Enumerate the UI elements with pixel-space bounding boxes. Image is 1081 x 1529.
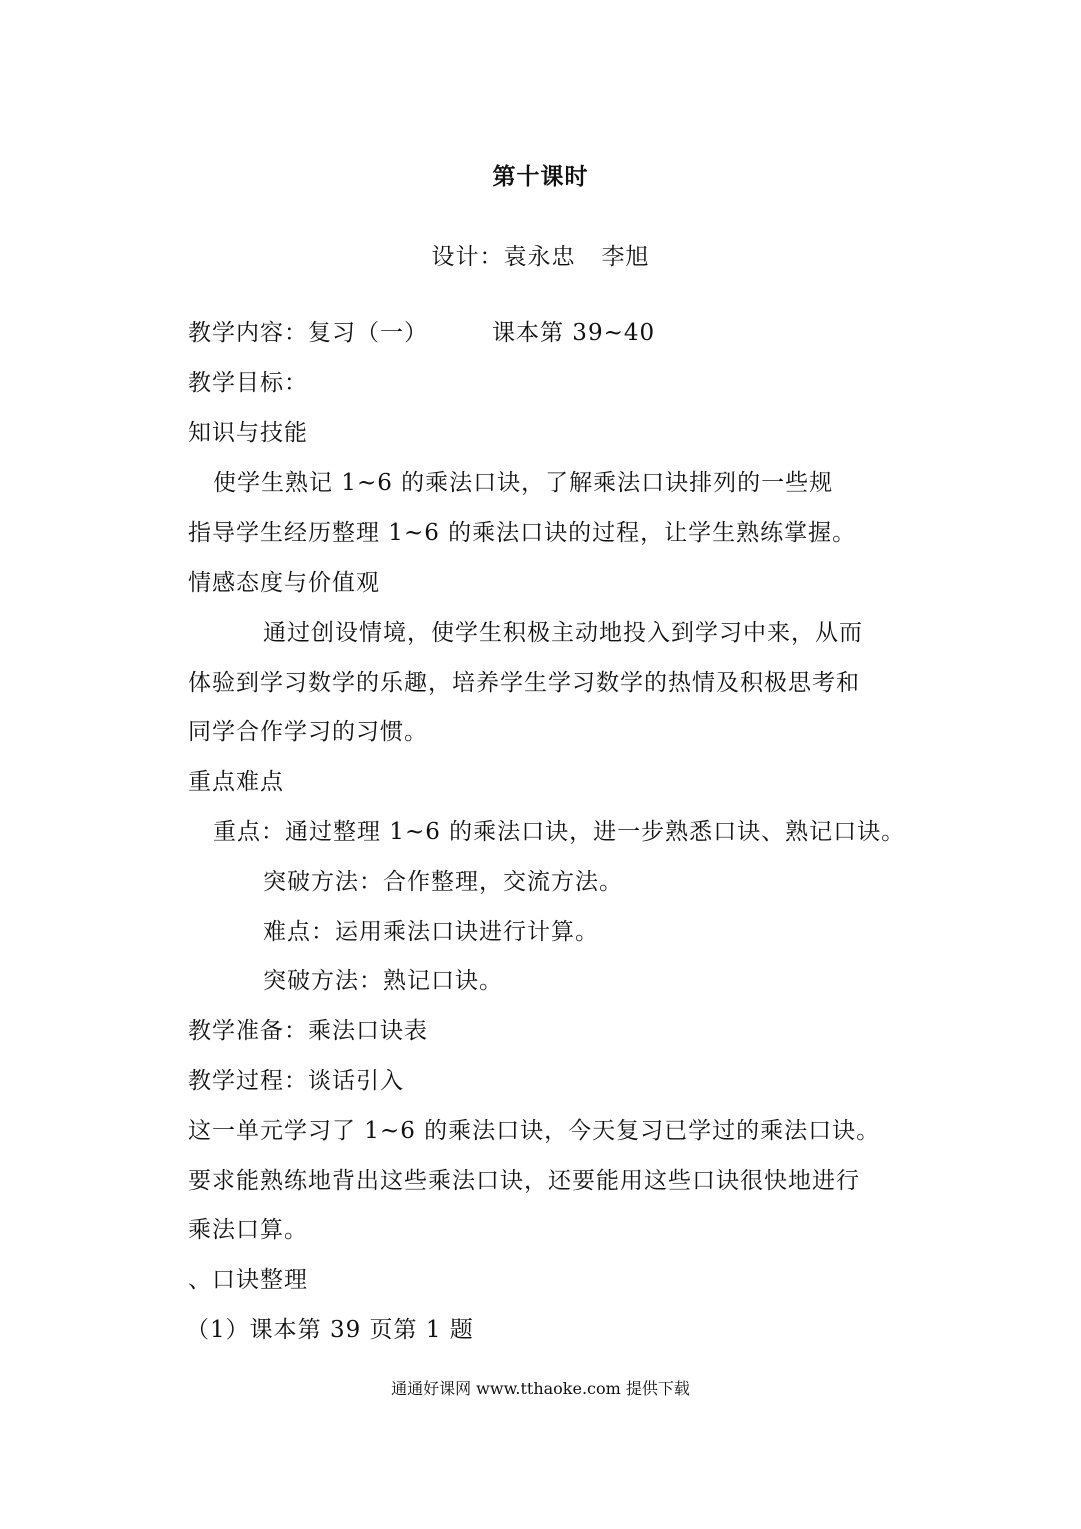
key-point: 重点：通过整理 1~6 的乘法口诀，进一步熟悉口诀、熟记口诀。	[213, 819, 906, 845]
author-label: 设计：袁永忠	[431, 244, 576, 270]
item-1: （1）课本第 39 页第 1 题	[186, 1317, 474, 1343]
knowledge-heading: 知识与技能	[188, 420, 308, 446]
goals-label: 教学目标：	[188, 370, 308, 396]
prep-line: 教学准备：乘法口诀表	[188, 1018, 428, 1044]
knowledge-line-2: 指导学生经历整理 1~6 的乘法口诀的过程，让学生熟练掌握。	[188, 520, 857, 546]
content-ref: 课本第 39~40	[492, 320, 656, 346]
intro-line-3: 乘法口算。	[188, 1217, 308, 1243]
footer-text: 通通好课网 www.tthaoke.com 提供下载	[391, 1379, 690, 1398]
emotion-line-3: 同学合作学习的习惯。	[188, 719, 428, 745]
knowledge-line-1: 使学生熟记 1~6 的乘法口诀，了解乘法口诀排列的一些规	[213, 470, 834, 496]
difficulty: 难点：运用乘法口诀进行计算。	[263, 919, 599, 945]
emotion-line-2: 体验到学习数学的乐趣，培养学生学习数学的热情及积极思考和	[188, 670, 860, 696]
emotion-line-1: 通过创设情境，使学生积极主动地投入到学习中来，从而	[263, 620, 863, 646]
content-line	[188, 318, 655, 348]
author-second: 李旭	[601, 244, 650, 270]
process-line: 教学过程：谈话引入	[188, 1068, 404, 1094]
intro-line-2: 要求能熟练地背出这些乘法口诀，还要能用这些口诀很快地进行	[188, 1168, 860, 1194]
lesson-title: 第十课时	[492, 163, 589, 190]
section-heading-1: 、口诀整理	[188, 1267, 308, 1293]
content-label: 教学内容：复习（一）	[188, 320, 428, 346]
key-method: 突破方法：合作整理，交流方法。	[263, 869, 623, 895]
key-heading: 重点难点	[188, 769, 284, 795]
author-line	[0, 238, 1081, 271]
intro-line-1: 这一单元学习了 1~6 的乘法口诀，今天复习已学过的乘法口诀。	[188, 1118, 881, 1144]
emotion-heading: 情感态度与价值观	[188, 570, 380, 596]
difficulty-method: 突破方法：熟记口诀。	[263, 968, 503, 994]
